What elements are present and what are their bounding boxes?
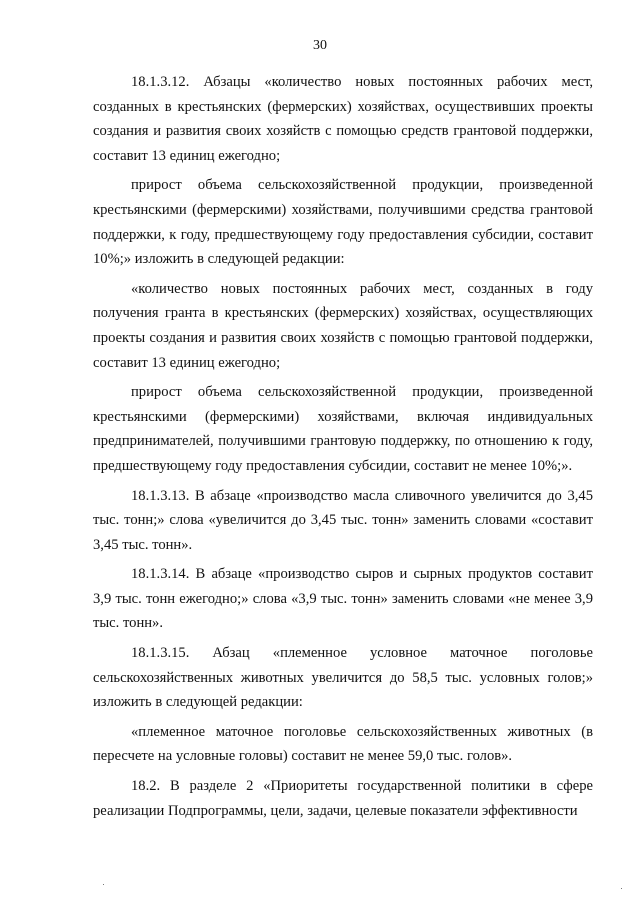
paragraph-18-2: 18.2. В разделе 2 «Приоритеты государственной политики в сфере реализации Подпрограммы, цели, задачи, целевые показатели эффективности [93,778,593,819]
paragraph-18-1-3-14: 18.1.3.14. В абзаце «производство сыров и сырных продуктов составит 3,9 тыс. тонн ежегодно;» слова «3,9 тыс. тонн» заменить словами «не менее 3,9 тыс. тонн». [93,566,593,632]
paragraph-growth-old: прирост объема сельскохозяйственной продукции, произведенной крестьянскими (фермерскими) хозяйствами, получившими средства грантовой поддержки, к году, предшествующему году предоставления субсидии, составит 10%;» изложить в следующей редакции: [93,177,593,268]
paragraph-18-1-3-13: 18.1.3.13. В абзаце «производство масла сливочного увеличится до 3,45 тыс. тонн;» слова «увеличится до 3,45 тыс. тонн» заменить словами «составит 3,45 тыс. тонн». [93,487,593,553]
paragraph-18-1-3-12: 18.1.3.12. Абзацы «количество новых постоянных рабочих мест, созданных в крестьянских (фермерских) хозяйствах, осуществивших проекты создания и развития своих хозяйств с помощью средств грантовой поддержки, составит 13 единиц ежегодно; [93,74,593,164]
document-body [93,70,593,823]
page-number: 30 [313,38,327,53]
paragraph-jobs-new: «количество новых постоянных рабочих мест, созданных в году получения гранта в крестьянских (фермерских) хозяйствах, осуществляющих проекты создания и развития своих хозяйств с помощью грантовой поддержки, составит 13 единиц ежегодно; [93,280,593,371]
paragraph-livestock-new: «племенное маточное поголовье сельскохозяйственных животных (в пересчете на условные головы) составит не менее 59,0 тыс. голов». [93,723,593,765]
paragraph-growth-new: прирост объема сельскохозяйственной продукции, произведенной крестьянскими (фермерскими) хозяйствами, включая индивидуальных предпринимателей, получившими грантовую поддержку, по отношению к году, предшествующему году предоставления субсидии, составит не менее 10%;». [93,384,593,474]
scan-speck [621,888,622,889]
scan-speck [103,884,104,885]
paragraph-18-1-3-15: 18.1.3.15. Абзац «племенное условное маточное поголовье сельскохозяйственных животных увеличится до 58,5 тыс. условных голов;» изложить в следующей редакции: [93,645,593,711]
